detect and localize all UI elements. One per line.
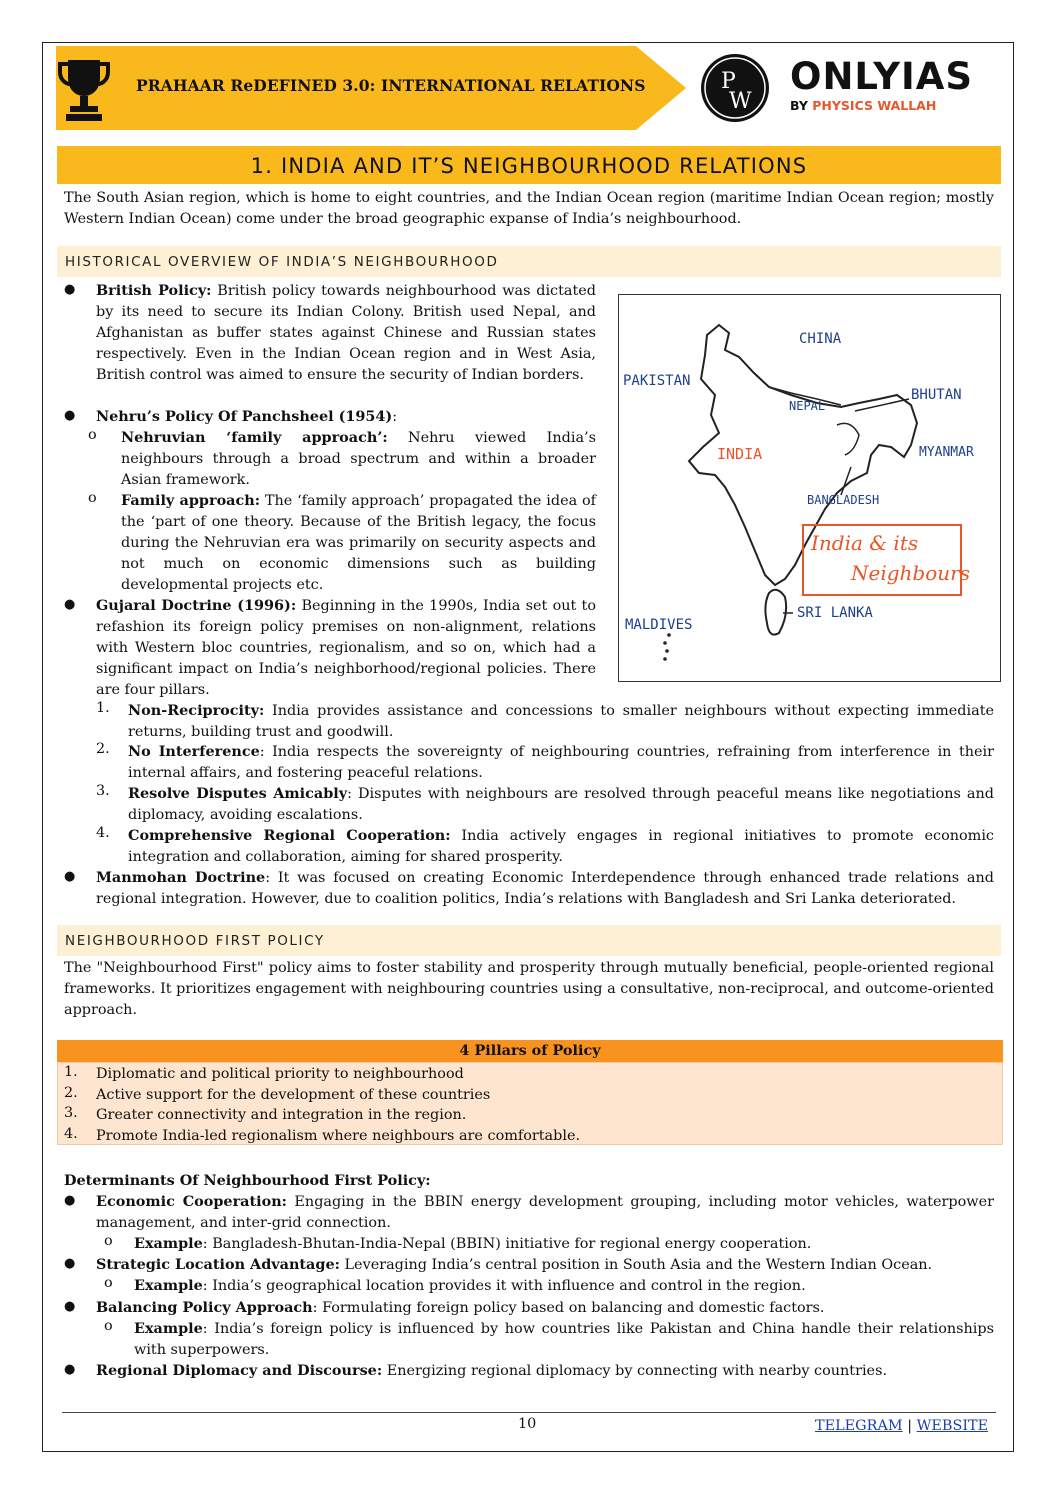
list-item-british	[96, 280, 596, 386]
brand-sub-prefix: BY	[790, 98, 813, 113]
header-title: PRAHAAR ReDEFINED 3.0: INTERNATIONAL RELATIONS	[136, 76, 646, 95]
strat-label: Strategic Location Advantage:	[96, 1256, 340, 1273]
policy-pillar-2: Active support for the development of these countries	[96, 1087, 491, 1103]
pillar-text: : Disputes with neighbours are resolved through peaceful means like negotiations and diplomacy, avoiding escalations.	[128, 786, 994, 823]
list-item-gujral	[96, 595, 596, 701]
policy-pillar-1: Diplomatic and political priority to neighbourhood	[96, 1066, 464, 1082]
sub-bullet: o	[88, 490, 97, 506]
footer-links	[815, 1418, 988, 1434]
determinant-economic-example	[134, 1233, 994, 1255]
nehru-label: Nehru’s Policy Of Panchsheel (1954)	[96, 408, 393, 425]
nehru-sub1-text: Nehru viewed India’s neighbours through a broad spectrum and within a broader Asian framework.	[121, 430, 596, 488]
policy-pillar-4: Promote India-led regionalism where neighbours are comfortable.	[96, 1128, 581, 1144]
list-item-nehru	[96, 406, 596, 428]
policy-pillar-3: Greater connectivity and integration in the region.	[96, 1107, 467, 1123]
pillar-label: Resolve Disputes Amicably	[128, 785, 348, 802]
sub-bullet: o	[104, 1318, 113, 1334]
map-label-nepal: NEPAL	[789, 399, 826, 413]
example-label: Example	[134, 1320, 203, 1337]
sub-bullet: o	[88, 427, 97, 443]
bullet: ●	[64, 1362, 76, 1377]
strat-text: Leveraging India’s central position in South Asia and the Western Indian Ocean.	[339, 1257, 933, 1273]
pillar-number: 4.	[96, 825, 110, 841]
map-label-maldives: MALDIVES	[625, 617, 693, 633]
pillar-number: 1.	[64, 1064, 78, 1080]
svg-text:W: W	[729, 89, 752, 114]
pillar-number: 2.	[64, 1085, 78, 1101]
determinants-heading	[64, 1170, 964, 1192]
econ-text: Engaging in the BBIN energy development grouping, including motor vehicles, waterpower management, and inter-grid connection.	[96, 1194, 994, 1231]
pillar-number: 4.	[64, 1126, 78, 1142]
sub-bullet: o	[104, 1275, 113, 1291]
determinant-balancing	[96, 1297, 994, 1319]
pillar-number: 3.	[64, 1105, 78, 1121]
british-text: British policy towards neighbourhood was dictated by its need to secure its Indian Colony. British used Nepal, and Afghanistan as buffer states against Chinese and Russian states respectively. Even in the Indian Ocean region and in West Asia, British control was aimed to ensure the security of Indian borders.	[96, 283, 596, 383]
bal-text: : Formulating foreign policy based on balancing and domestic factors.	[312, 1300, 825, 1316]
example-label: Example	[134, 1235, 203, 1252]
brand-name: ONLYIAS	[790, 55, 974, 98]
manmohan-text: : It was focused on creating Economic Interdependence through enhanced trade relations and regional integration. However, due to coalition politics, India’s relations with Bangladesh and Sri Lanka deteriorated.	[96, 870, 994, 907]
nehru-colon: :	[392, 409, 398, 425]
bal-label: Balancing Policy Approach	[96, 1299, 313, 1316]
determinant-balancing-example	[134, 1318, 994, 1361]
bullet: ●	[64, 1256, 76, 1271]
pillar-label: No Interference	[128, 743, 260, 760]
chapter-title: 1. INDIA AND IT’S NEIGHBOURHOOD RELATIONS	[57, 146, 1001, 184]
example-text: : Bangladesh-Bhutan-India-Nepal (BBIN) initiative for regional energy cooperation.	[202, 1236, 812, 1252]
gujral-text: Beginning in the 1990s, India set out to refashion its foreign policy premises on non-alignment, relations with Western bloc countries, regionalism, and so on, which had a significant impact on India’s neighborhood/regional policies. There are four pillars.	[96, 598, 596, 698]
list-item-nehru-sub1	[121, 427, 596, 491]
bullet: ●	[64, 1193, 76, 1208]
website-link[interactable]: WEBSITE	[916, 1418, 989, 1434]
reg-label: Regional Diplomacy and Discourse:	[96, 1362, 383, 1379]
pillar-number: 3.	[96, 783, 110, 799]
pillars-table-header: 4 Pillars of Policy	[57, 1040, 1003, 1062]
nehru-sub2-text: The ‘family approach’ propagated the idea of the ‘part of one theory. Because of the British legacy, the focus during the Nehruvian era was primarily on security aspects and not much on economic dimensions such as building developmental projects etc.	[121, 493, 596, 593]
footer-divider	[62, 1412, 996, 1413]
reg-text: Energizing regional diplomacy by connecting with nearby countries.	[382, 1363, 888, 1379]
india-neighbours-map	[618, 294, 1001, 682]
econ-label: Economic Cooperation:	[96, 1193, 287, 1210]
bullet: ●	[64, 282, 76, 297]
example-text: : India’s geographical location provides it with influence and control in the region.	[202, 1278, 806, 1294]
determinants-title: Determinants Of Neighbourhood First Policy:	[64, 1172, 431, 1189]
neighbourhood-first-intro: The "Neighbourhood First" policy aims to foster stability and prosperity through mutually beneficial, people-oriented regional frameworks. It prioritizes engagement with neighbouring countries using a consultative, non-reciprocal, and outcome-oriented approach.	[64, 960, 994, 1018]
gujral-pillar-2	[128, 741, 994, 784]
pillar-text: India provides assistance and concessions to smaller neighbours without expecting immediate returns, building trust and goodwill.	[128, 703, 994, 740]
determinant-strategic	[96, 1254, 994, 1276]
gujral-label: Gujaral Doctrine (1996):	[96, 597, 297, 614]
bullet: ●	[64, 1299, 76, 1314]
bullet: ●	[64, 597, 76, 612]
map-label-myanmar: MYANMAR	[919, 445, 974, 460]
telegram-link[interactable]: TELEGRAM	[815, 1418, 903, 1434]
sub-bullet: o	[104, 1233, 113, 1249]
link-separator: |	[902, 1418, 917, 1434]
svg-text:P: P	[721, 69, 736, 94]
brand-sub-accent: PHYSICS WALLAH	[812, 98, 937, 113]
example-text: : India’s foreign policy is influenced by how countries like Pakistan and China handle their relationships with superpowers.	[134, 1321, 994, 1358]
map-label-pakistan: PAKISTAN	[623, 373, 691, 389]
bullet: ●	[64, 408, 76, 423]
determinant-regional	[96, 1360, 994, 1382]
intro-paragraph: The South Asian region, which is home to eight countries, and the Indian Ocean region (maritime Indian Ocean region; mostly Western Indian Ocean) come under the broad geographic expanse of India’s neighbourhood.	[64, 190, 994, 227]
gujral-pillar-1	[128, 700, 994, 743]
map-label-bangladesh: BANGLADESH	[807, 493, 880, 507]
manmohan-label: Manmohan Doctrine	[96, 869, 266, 886]
pillar-label: Non-Reciprocity:	[128, 702, 265, 719]
list-item-nehru-sub2	[121, 490, 596, 596]
map-caption-line2: Neighbours	[851, 561, 970, 585]
british-label: British Policy:	[96, 282, 212, 299]
pillar-number: 2.	[96, 741, 110, 757]
pillar-number: 1.	[96, 700, 110, 716]
map-label-india: INDIA	[717, 445, 763, 463]
pillar-label: Comprehensive Regional Cooperation:	[128, 827, 451, 844]
map-label-bhutan: BHUTAN	[911, 387, 962, 403]
map-label-china: CHINA	[799, 331, 842, 347]
gujral-pillar-4	[128, 825, 994, 868]
determinant-economic	[96, 1191, 994, 1234]
nehru-sub1-label: Nehruvian ‘family approach’:	[121, 429, 388, 446]
page-number: 10	[518, 1416, 537, 1432]
map-label-srilanka: SRI LANKA	[797, 605, 873, 621]
list-item-manmohan	[96, 867, 994, 910]
bullet: ●	[64, 869, 76, 884]
brand-subtitle	[790, 98, 973, 113]
map-caption-line1: India & its	[811, 531, 919, 555]
pw-logo-icon	[699, 52, 771, 124]
header-banner	[56, 46, 686, 130]
nehru-sub2-label: Family approach:	[121, 492, 261, 509]
gujral-pillar-3	[128, 783, 994, 826]
section-heading-historical: HISTORICAL OVERVIEW OF INDIA’S NEIGHBOURHOOD	[57, 246, 1001, 277]
example-label: Example	[134, 1277, 203, 1294]
pillar-text: India actively engages in regional initiatives to promote economic integration and collaboration, aiming for shared prosperity.	[128, 828, 994, 865]
section-heading-neighbourhood-first: NEIGHBOURHOOD FIRST POLICY	[57, 925, 1001, 956]
pillar-text: : India respects the sovereignty of neighbouring countries, refraining from interference in their internal affairs, and fostering peaceful relations.	[128, 744, 994, 781]
determinant-strategic-example	[134, 1275, 994, 1297]
trophy-icon	[58, 56, 110, 122]
brand-logo	[790, 55, 974, 113]
